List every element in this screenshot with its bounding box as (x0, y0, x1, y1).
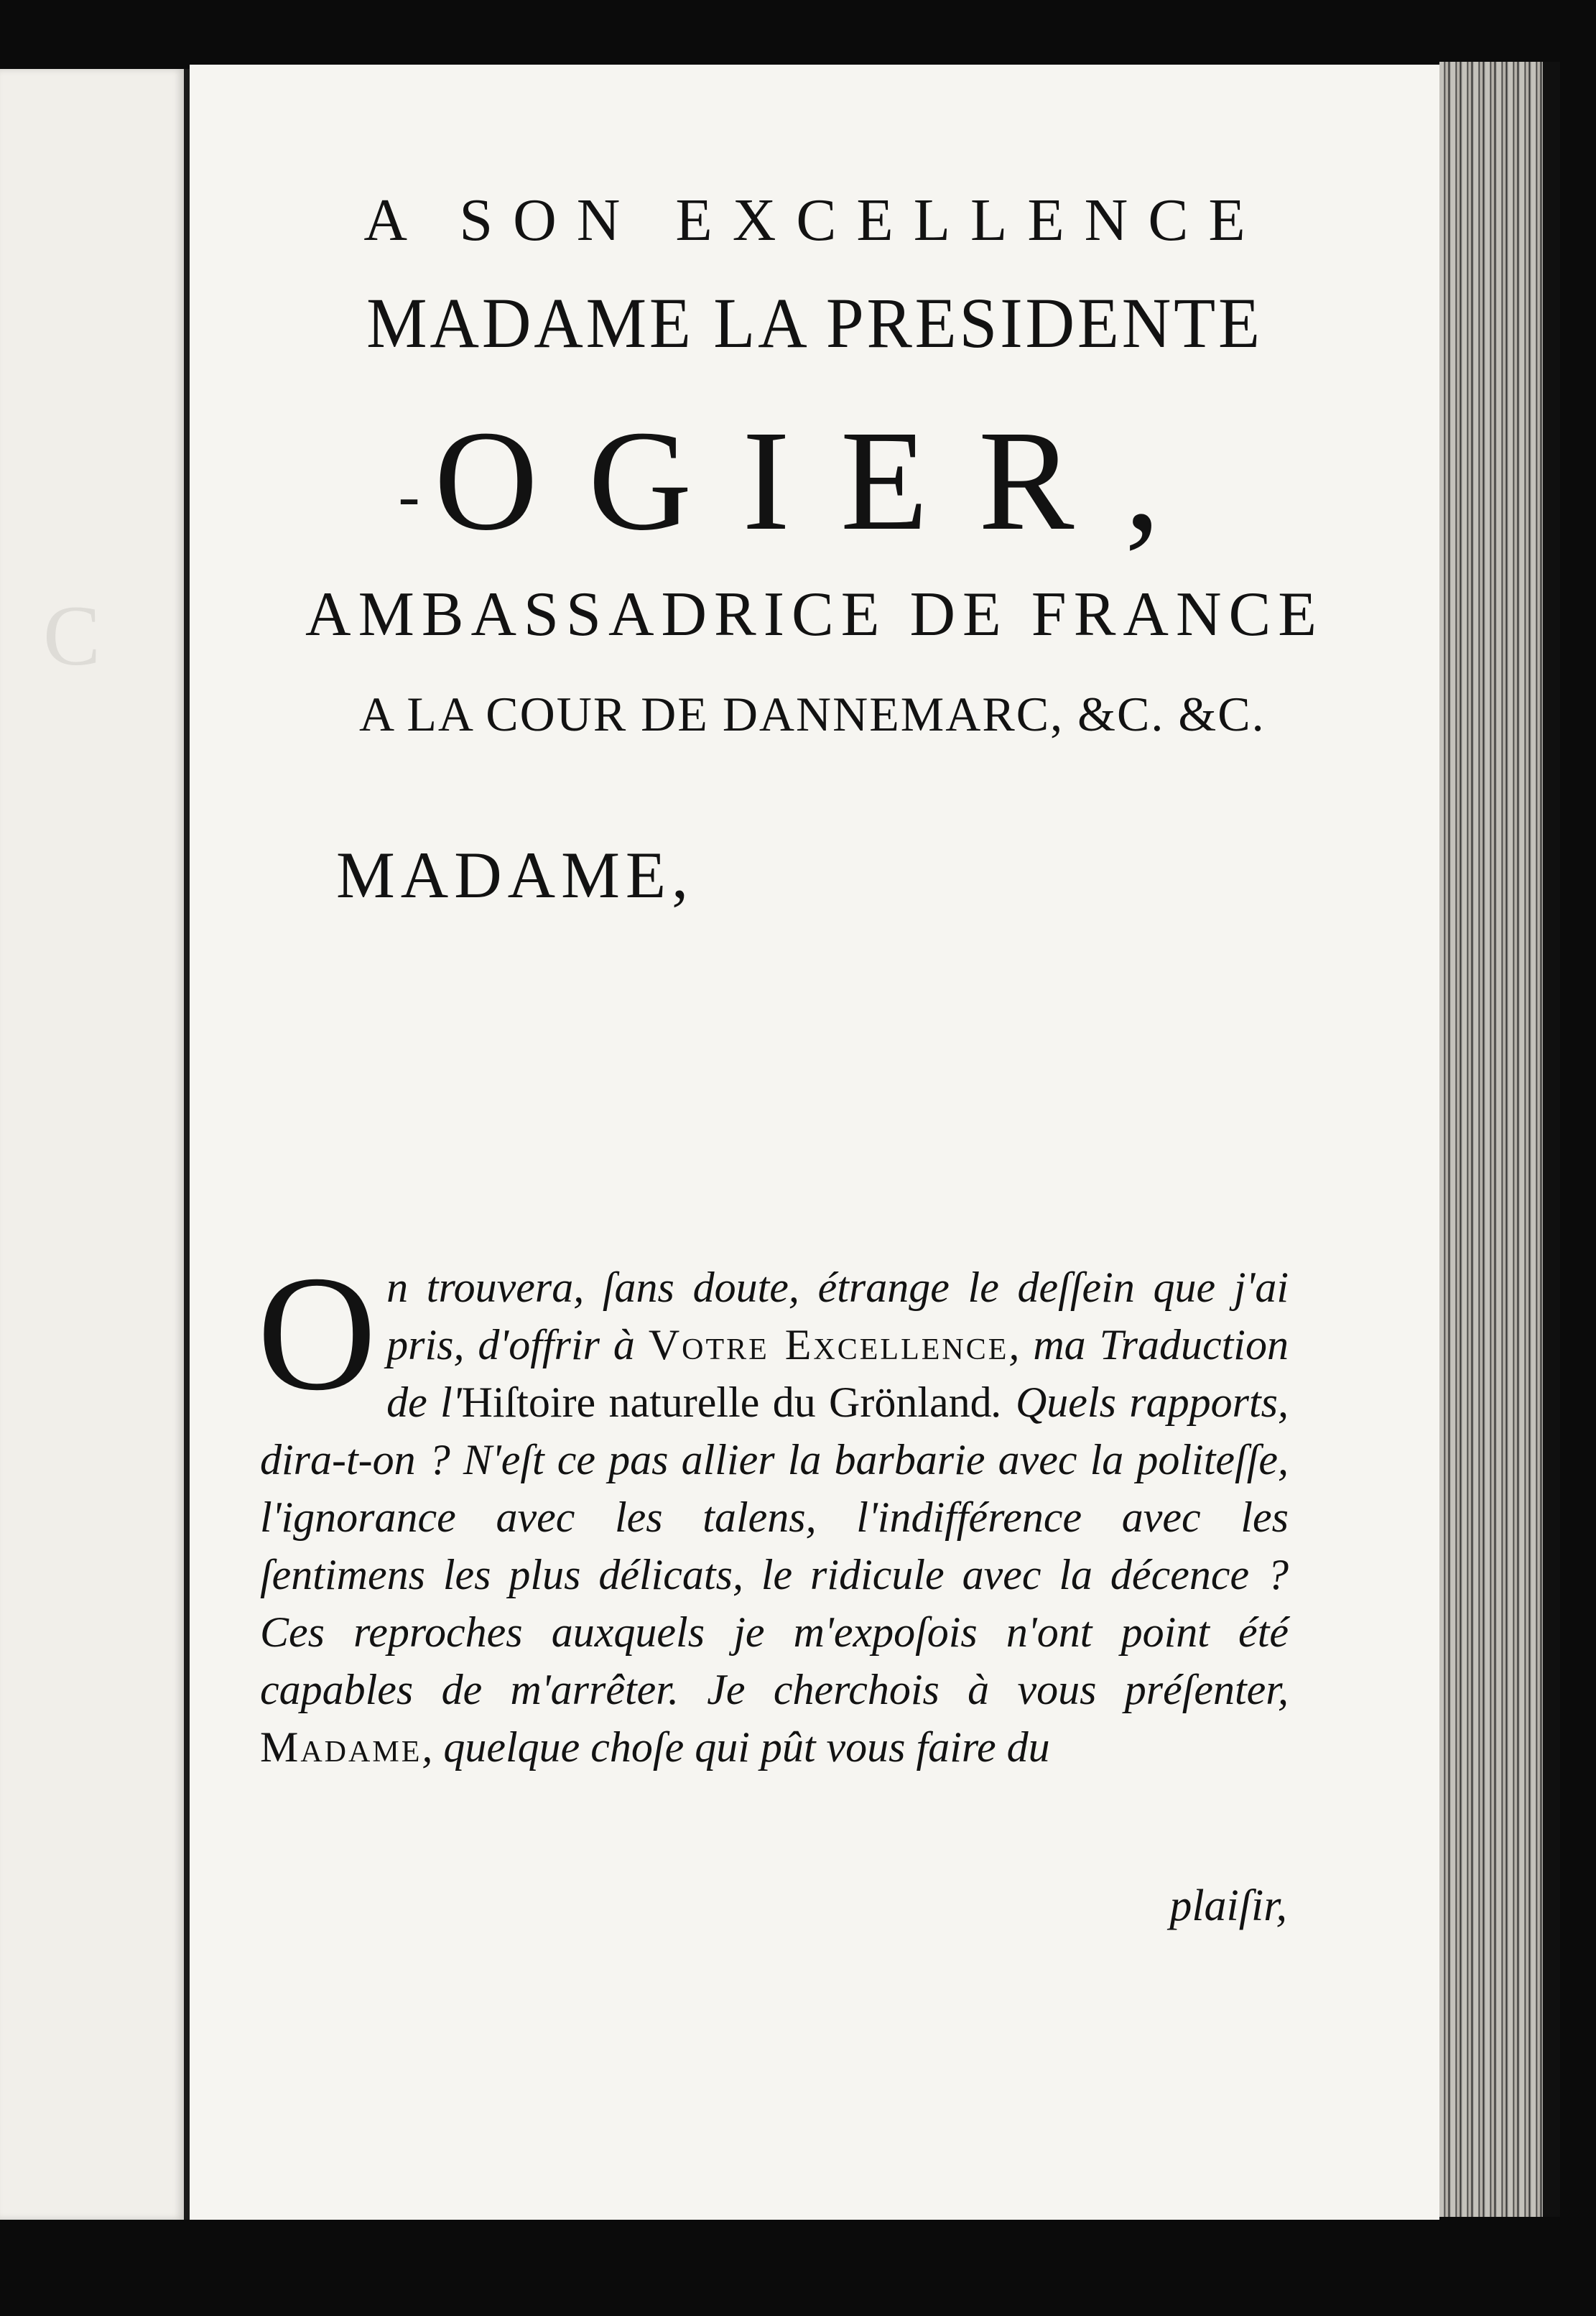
dedication-line-2: MADAME LA PRESIDENTE (366, 283, 1263, 363)
dedication-line-4: AMBASSADRICE DE FRANCE (305, 580, 1324, 649)
book-gutter (184, 69, 190, 2220)
facing-page-left (0, 69, 184, 2220)
salutation: MADAME, (336, 838, 695, 912)
dedication-line-1: A SON EXCELLENCE (363, 187, 1266, 254)
catchword: plaiſir, (1169, 1881, 1287, 1930)
drop-cap: O (257, 1241, 377, 1425)
dedication-name (302, 399, 1307, 563)
body-segment-7: , quelque choſe qui pût vous faire du (422, 1723, 1050, 1771)
ornament-dash: - (398, 460, 420, 532)
body-smallcaps-excellence: Votre Excellence (648, 1321, 1009, 1368)
body-segment-1: n trouvera, ſans doute, étrange le deſſein que j'ai pris, d'offrir à (386, 1264, 1289, 1368)
bleed-through-mark: C (43, 588, 101, 683)
name-text: OGIER, (434, 402, 1211, 560)
dedication-line-5: A LA COUR DE DANNEMARC, &C. &C. (359, 687, 1266, 741)
body-smallcaps-madame: Madame (260, 1723, 422, 1771)
body-roman-title: Hiſtoire naturelle du Grönland (461, 1379, 992, 1426)
page-edges (1439, 62, 1560, 2217)
dedication-body (257, 1241, 1289, 1776)
body-segment-5: . Quels rapports, dira-t-on ? N'eſt ce pas allier la barbarie avec la politeſſe, l'ignorance avec les talens, l'indifférence avec les ſentimens les plus délicats, le ridicule avec la décence ? Ces reproches auxquels je m'expoſois n'ont point été capables de m'arrêter. Je cherchois à vous préſenter, (260, 1379, 1289, 1713)
body-segment-3: , ma Traduction de l' (386, 1321, 1289, 1426)
